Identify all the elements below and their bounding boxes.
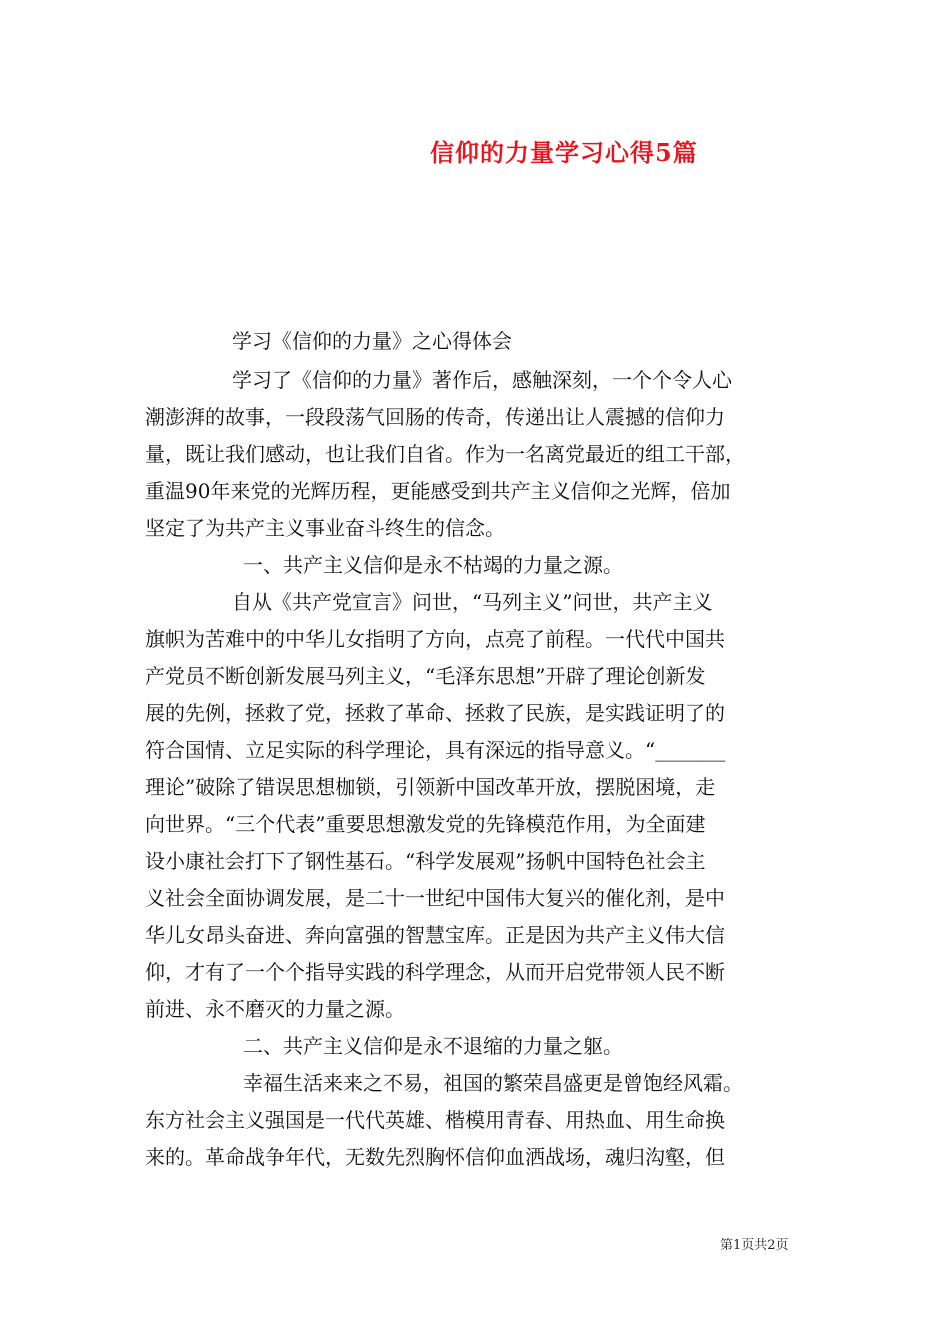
document-title: 信仰的力量学习心得5篇 — [430, 138, 698, 167]
body-line: 向世界。“三个代表”重要思想激发党的先锋模范作用，为全面建 — [145, 812, 706, 836]
body-line: 理论”破除了错误思想枷锁，引领新中国改革开放，摆脱困境，走 — [145, 775, 716, 799]
body-line: 幸福生活来来之不易，祖国的繁荣昌盛更是曾饱经风霜。 — [243, 1071, 743, 1095]
body-line: 产党员不断创新发展马列主义，“毛泽东思想”开辟了理论创新发 — [145, 664, 706, 688]
body-line: 符合国情、立足实际的科学理论，具有深远的指导意义。“_______ — [145, 738, 726, 762]
body-line: 设小康社会打下了钢性基石。“科学发展观”扬帆中国特色社会主 — [145, 849, 706, 873]
body-line: 义社会全面协调发展，是二十一世纪中国伟大复兴的催化剂，是中 — [145, 886, 725, 910]
body-line: 学习了《信仰的力量》著作后，感触深刻，一个个令人心 — [232, 368, 732, 392]
body-line: 自从《共产党宣言》问世，“马列主义”问世，共产主义 — [232, 590, 713, 614]
body-line: 来的。革命战争年代，无数先烈胸怀信仰血洒战场，魂归沟壑，但 — [145, 1145, 725, 1169]
body-line: 坚定了为共产主义事业奋斗终生的信念。 — [145, 516, 505, 540]
body-line: 重温90年来党的光辉历程，更能感受到共产主义信仰之光辉，倍加 — [145, 479, 731, 503]
document-subtitle: 学习《信仰的力量》之心得体会 — [232, 329, 512, 353]
body-line: 旗帜为苦难中的中华儿女指明了方向，点亮了前程。一代代中国共 — [145, 627, 725, 651]
page-number: 第1页共2页 — [720, 1238, 789, 1253]
body-line: 东方社会主义强国是一代代英雄、楷模用青春、用热血、用生命换 — [145, 1108, 725, 1132]
body-line: 量，既让我们感动，也让我们自省。作为一名离党最近的组工干部， — [145, 442, 745, 466]
body-line: 华儿女昂头奋进、奔向富强的智慧宝库。正是因为共产主义伟大信 — [145, 923, 725, 947]
body-line: 仰，才有了一个个指导实践的科学理念，从而开启党带领人民不断 — [145, 960, 725, 984]
section-heading: 二、共产主义信仰是永不退缩的力量之躯。 — [243, 1034, 623, 1058]
body-line: 前进、永不磨灭的力量之源。 — [145, 997, 405, 1021]
body-line: 潮澎湃的故事，一段段荡气回肠的传奇，传递出让人震撼的信仰力 — [145, 405, 725, 429]
body-line: 展的先例，拯救了党，拯救了革命、拯救了民族，是实践证明了的 — [145, 701, 725, 725]
section-heading: 一、共产主义信仰是永不枯竭的力量之源。 — [243, 553, 623, 577]
